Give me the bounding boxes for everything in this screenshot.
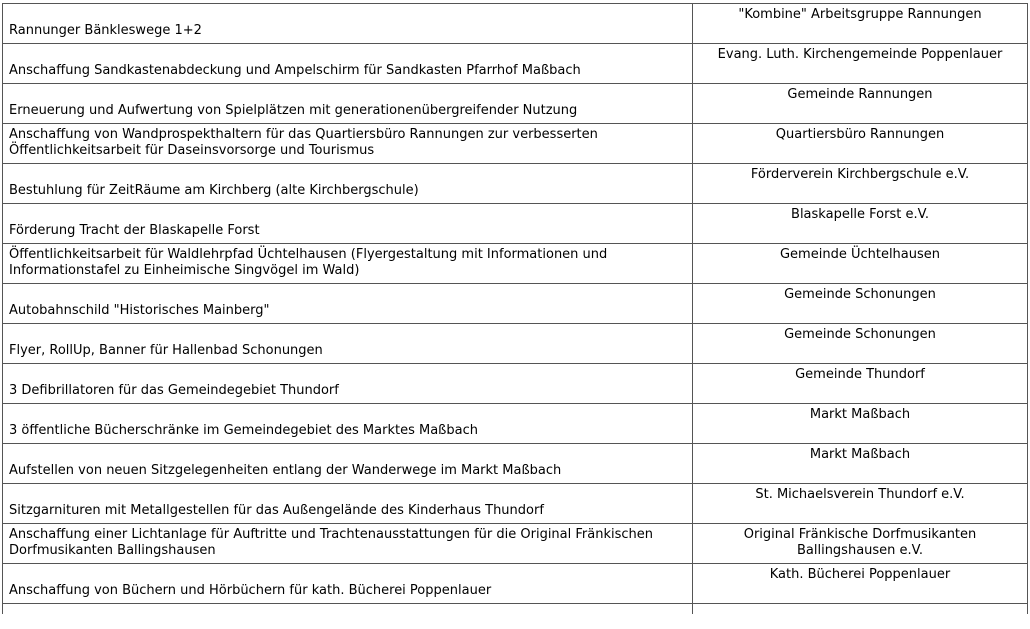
project-cell: Bestuhlung für ZeitRäume am Kirchberg (alte Kirchbergschule) (3, 164, 693, 204)
table-row-partial (3, 604, 1028, 614)
project-cell: Anschaffung von Wandprospekthaltern für das Quartiersbüro Rannungen zur verbesserten Öffentlichkeitsarbeit für Daseinsvorsorge und Tourismus (3, 124, 693, 164)
project-cell: Förderung Tracht der Blaskapelle Forst (3, 204, 693, 244)
table-row (3, 484, 1028, 524)
organization-cell: Kath. Bücherei Poppenlauer (693, 564, 1028, 604)
table-row (3, 364, 1028, 404)
table-row (3, 564, 1028, 604)
project-cell: Sitzgarnituren mit Metallgestellen für das Außengelände des Kinderhaus Thundorf (3, 484, 693, 524)
organization-cell: Quartiersbüro Rannungen (693, 124, 1028, 164)
organization-cell: Gemeinde Schonungen (693, 284, 1028, 324)
table-row (3, 124, 1028, 164)
organization-cell: Original Fränkische Dorfmusikanten Ballingshausen e.V. (693, 524, 1028, 564)
organization-cell: Markt Maßbach (693, 404, 1028, 444)
project-cell: Erneuerung und Aufwertung von Spielplätzen mit generationenübergreifender Nutzung (3, 84, 693, 124)
project-cell: Anschaffung Sandkastenabdeckung und Ampelschirm für Sandkasten Pfarrhof Maßbach (3, 44, 693, 84)
project-cell: Autobahnschild "Historisches Mainberg" (3, 284, 693, 324)
table-row (3, 44, 1028, 84)
organization-cell: Gemeinde Thundorf (693, 364, 1028, 404)
project-cell: Anschaffung von Büchern und Hörbüchern für kath. Bücherei Poppenlauer (3, 564, 693, 604)
organization-cell: Markt Maßbach (693, 444, 1028, 484)
table-row (3, 524, 1028, 564)
table-row (3, 244, 1028, 284)
table-row (3, 84, 1028, 124)
organization-cell: Gemeinde Rannungen (693, 84, 1028, 124)
organization-cell: St. Michaelsverein Thundorf e.V. (693, 484, 1028, 524)
empty-cell (693, 604, 1028, 614)
project-cell: Rannunger Bänkleswege 1+2 (3, 4, 693, 44)
project-cell: Flyer, RollUp, Banner für Hallenbad Schonungen (3, 324, 693, 364)
table-row (3, 404, 1028, 444)
project-cell: Öffentlichkeitsarbeit für Waldlehrpfad Üchtelhausen (Flyergestaltung mit Informationen und Informationstafel zu Einheimische Singvögel im Wald) (3, 244, 693, 284)
organization-cell: Gemeinde Schonungen (693, 324, 1028, 364)
table-row (3, 284, 1028, 324)
table-row (3, 204, 1028, 244)
project-table (2, 3, 1028, 614)
organization-cell: Blaskapelle Forst e.V. (693, 204, 1028, 244)
organization-cell: Gemeinde Üchtelhausen (693, 244, 1028, 284)
table-row (3, 324, 1028, 364)
organization-cell: Evang. Luth. Kirchengemeinde Poppenlauer (693, 44, 1028, 84)
project-cell: 3 öffentliche Bücherschränke im Gemeindegebiet des Marktes Maßbach (3, 404, 693, 444)
table-body (3, 4, 1028, 614)
table-row (3, 4, 1028, 44)
organization-cell: Förderverein Kirchbergschule e.V. (693, 164, 1028, 204)
organization-cell: "Kombine" Arbeitsgruppe Rannungen (693, 4, 1028, 44)
project-cell: Aufstellen von neuen Sitzgelegenheiten entlang der Wanderwege im Markt Maßbach (3, 444, 693, 484)
project-cell: Anschaffung einer Lichtanlage für Auftritte und Trachtenausstattungen für die Original Fränkischen Dorfmusikanten Ballingshausen (3, 524, 693, 564)
project-cell: 3 Defibrillatoren für das Gemeindegebiet Thundorf (3, 364, 693, 404)
empty-cell (3, 604, 693, 614)
table-row (3, 164, 1028, 204)
table-row (3, 444, 1028, 484)
